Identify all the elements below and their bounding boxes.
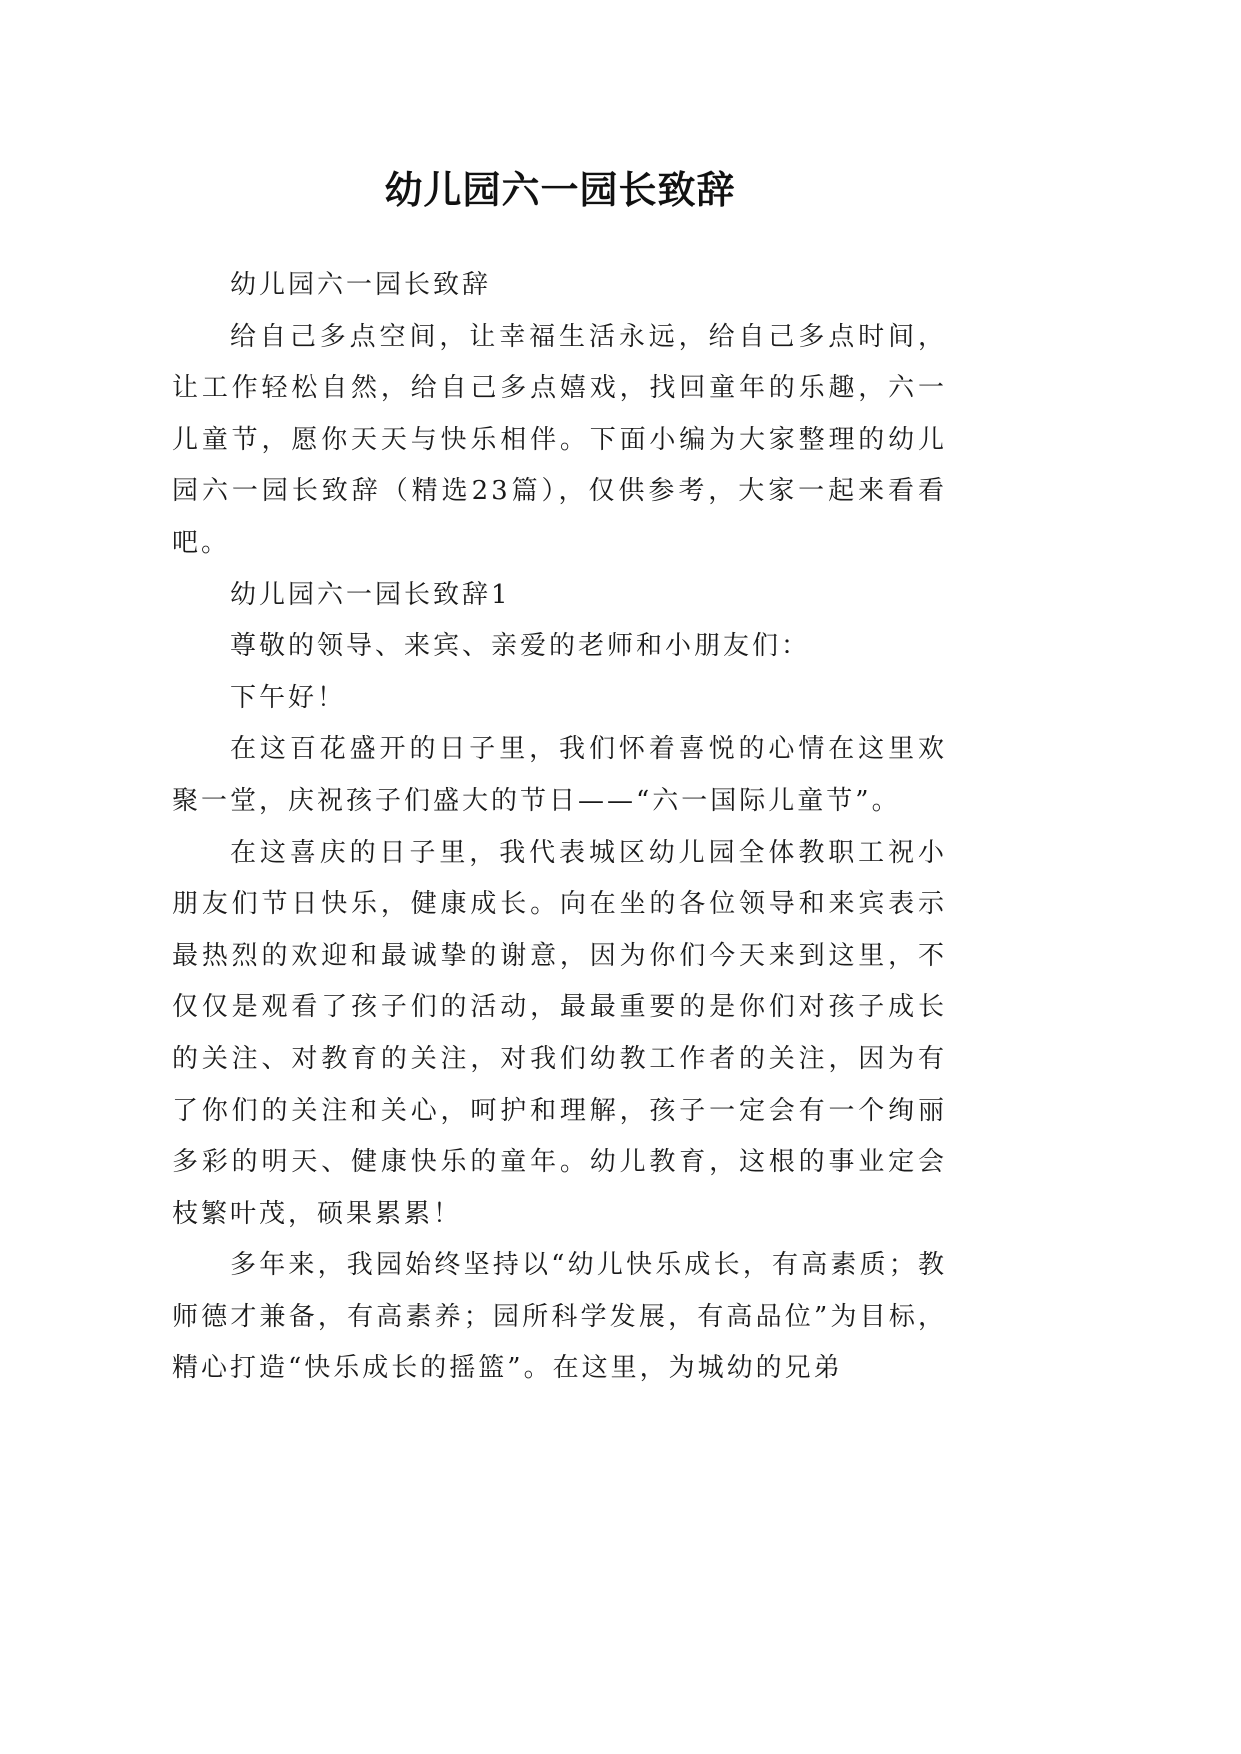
document-title: 幼儿园六一园长致辞 — [384, 168, 736, 213]
paragraph-section-heading: 幼儿园六一园长致辞1 — [230, 579, 511, 610]
paragraph-body: 在这百花盛开的日子里，我们怀着喜悦的心情在这里欢聚一堂，庆祝孩子们盛大的节日——“六一国际儿童节”。 — [172, 734, 947, 816]
paragraph-body: 在这喜庆的日子里，我代表城区幼儿园全体教职工祝小朋友们节日快乐，健康成长。向在坐的各位领导和来宾表示最热烈的欢迎和最诚挚的谢意，因为你们今天来到这里，不仅仅是观看了孩子们的活动，最最重要的是你们对孩子成长的关注、对教育的关注，对我们幼教工作者的关注，因为有了你们的关注和关心，呵护和理解，孩子一定会有一个绚丽多彩的明天、健康快乐的童年。幼儿教育，这根的事业定会枝繁叶茂，硕果累累！ — [172, 837, 947, 1229]
paragraph-body: 多年来，我园始终坚持以“幼儿快乐成长，有高素质；教师德才兼备，有高素养；园所科学发展，有高品位”为目标，精心打造“快乐成长的摇篮”。在这里，为城幼的兄弟 — [172, 1250, 947, 1384]
paragraph-intro: 给自己多点空间，让幸福生活永远，给自己多点时间，让工作轻松自然，给自己多点嬉戏，找回童年的乐趣，六一儿童节，愿你天天与快乐相伴。下面小编为大家整理的幼儿园六一园长致辞（精选23篇），仅供参考，大家一起来看看吧。 — [172, 321, 947, 558]
paragraph-salutation: 尊敬的领导、来宾、亲爱的老师和小朋友们： — [230, 631, 811, 662]
document-body — [172, 260, 947, 1395]
paragraph-greeting: 下午好！ — [230, 682, 347, 713]
paragraph-subtitle: 幼儿园六一园长致辞 — [230, 270, 492, 300]
